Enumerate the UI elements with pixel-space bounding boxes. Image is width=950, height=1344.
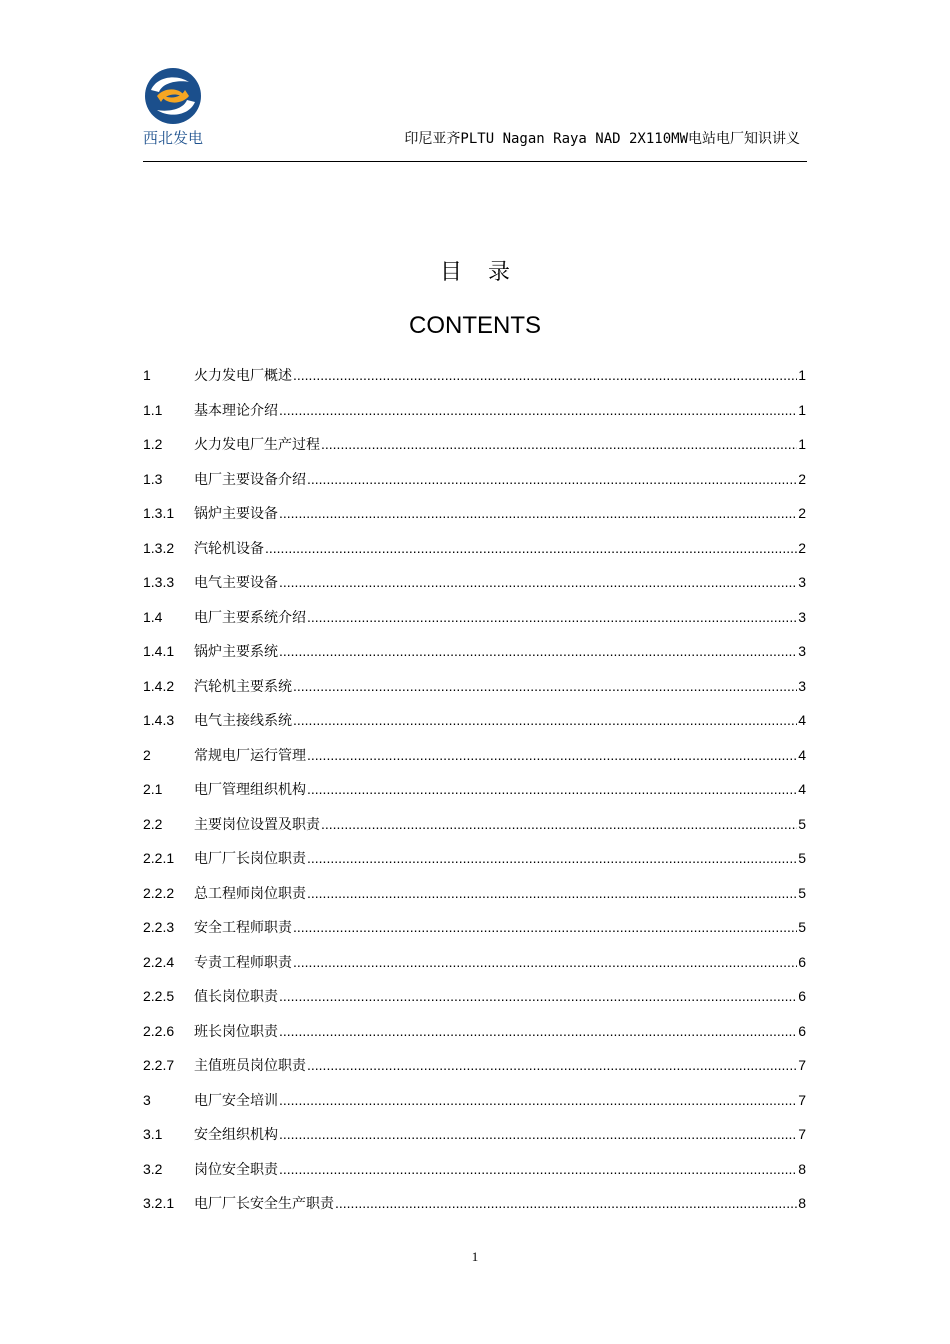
toc-entry-title: 电厂厂长岗位职责 (194, 851, 306, 867)
toc-entry-title: 总工程师岗位职责 (194, 885, 306, 902)
toc-entry[interactable] (143, 1020, 806, 1055)
toc-entry-number: 2.1 (143, 781, 163, 797)
toc-entry[interactable] (143, 571, 806, 606)
toc-entry[interactable] (143, 882, 806, 917)
toc-dot-leader (293, 951, 797, 973)
toc-entry-number: 2 (143, 746, 151, 763)
toc-entry-page: 4 (798, 746, 806, 763)
toc-dot-leader (321, 433, 797, 455)
toc-dot-leader (279, 1158, 797, 1180)
toc-entry[interactable] (143, 502, 806, 537)
toc-entry-number: 2.2.4 (143, 953, 175, 970)
toc-entry[interactable] (143, 813, 806, 848)
toc-entry-title: 主要岗位设置及职责 (194, 816, 320, 833)
page-number: 1 (471, 1249, 479, 1264)
toc-entry-title: 火力发电厂生产过程 (194, 437, 320, 453)
toc-entry[interactable] (143, 778, 806, 813)
toc-entry-number: 2.2.3 (143, 919, 175, 935)
toc-entry-title: 安全工程师职责 (194, 920, 292, 936)
toc-dot-leader (279, 1020, 797, 1042)
toc-entry-title: 电厂厂长安全生产职责 (194, 1196, 334, 1212)
toc-entry-number: 1.3 (143, 470, 163, 487)
toc-dot-leader (279, 399, 797, 421)
toc-entry-page: 6 (798, 988, 806, 1004)
toc-entry[interactable] (143, 537, 806, 572)
toc-entry-number: 3.2.1 (143, 1195, 175, 1211)
toc-dot-leader (293, 364, 797, 386)
toc-entry-number: 2.2.2 (143, 884, 175, 901)
toc-dot-leader (307, 1054, 797, 1076)
toc-entry[interactable] (143, 1192, 806, 1227)
toc-entry[interactable] (143, 744, 806, 779)
toc-dot-leader (279, 640, 797, 662)
toc-entry-number: 2.2 (143, 815, 163, 832)
toc-entry-number: 2.2.1 (143, 850, 175, 866)
header-divider (143, 161, 807, 162)
toc-entry-page: 8 (798, 1195, 806, 1211)
document-header-title: 印尼亚齐PLTU Nagan Raya NAD 2X110MW电站电厂知识讲义 (404, 131, 800, 147)
toc-entry[interactable] (143, 985, 806, 1020)
toc-entry[interactable] (143, 468, 806, 503)
toc-entry-page: 3 (798, 608, 806, 625)
toc-entry-page: 2 (798, 539, 806, 556)
toc-entry-number: 2.2.7 (143, 1057, 175, 1073)
toc-entry-number: 1.4.1 (143, 643, 175, 659)
toc-entry-number: 3.2 (143, 1160, 163, 1177)
toc-entry-title: 火力发电厂概述 (194, 368, 292, 384)
toc-dot-leader (265, 537, 797, 559)
toc-entry-number: 1.4.3 (143, 712, 175, 728)
toc-entry-number: 1.1 (143, 401, 163, 418)
toc-title: 目录 (439, 260, 536, 285)
toc-entry-page: 6 (798, 1022, 806, 1039)
toc-entry[interactable] (143, 1123, 806, 1158)
toc-entry-page: 7 (798, 1126, 806, 1142)
toc-entry-number: 1.3.3 (143, 574, 175, 590)
toc-entry[interactable] (143, 1089, 806, 1124)
toc-entry-number: 3.1 (143, 1126, 163, 1142)
toc-entry-title: 岗位安全职责 (194, 1161, 278, 1178)
toc-entry[interactable] (143, 606, 806, 641)
toc-entry-title: 锅炉主要设备 (194, 506, 278, 522)
toc-entry-number: 2.2.6 (143, 1022, 175, 1039)
toc-entry[interactable] (143, 640, 806, 675)
toc-entry-number: 3 (143, 1091, 151, 1108)
toc-entry[interactable] (143, 1054, 806, 1089)
toc-entry-page: 6 (798, 953, 806, 970)
toc-entry-page: 3 (798, 643, 806, 659)
toc-entry-number: 1.2 (143, 436, 163, 452)
toc-entry[interactable] (143, 951, 806, 986)
toc-entry[interactable] (143, 916, 806, 951)
toc-dot-leader (307, 468, 797, 490)
toc-entry-title: 基本理论介绍 (194, 402, 278, 419)
toc-entry-page: 2 (798, 505, 806, 521)
toc-dot-leader (279, 985, 797, 1007)
toc-entry-title: 主值班员岗位职责 (194, 1058, 306, 1074)
toc-entry-page: 5 (798, 919, 806, 935)
toc-entry-title: 专责工程师职责 (194, 954, 292, 971)
toc-entry-page: 4 (798, 712, 806, 728)
toc-entry-title: 汽轮机主要系统 (194, 678, 292, 695)
toc-entry-page: 5 (798, 850, 806, 866)
toc-dot-leader (307, 847, 797, 869)
toc-entry-title: 电气主要设备 (194, 575, 278, 591)
toc-dot-leader (279, 1089, 797, 1111)
toc-entry-number: 1 (143, 367, 151, 383)
toc-entry[interactable] (143, 709, 806, 744)
toc-dot-leader (279, 1123, 797, 1145)
toc-entry-title: 汽轮机设备 (194, 540, 264, 557)
toc-dot-leader (279, 502, 797, 524)
toc-dot-leader (307, 882, 797, 904)
toc-entry-title: 电气主接线系统 (194, 713, 292, 729)
toc-entry[interactable] (143, 364, 806, 399)
toc-entry-page: 1 (798, 367, 806, 383)
toc-dot-leader (279, 571, 797, 593)
toc-entry-page: 2 (798, 470, 806, 487)
toc-entry-title: 安全组织机构 (194, 1127, 278, 1143)
toc-entry-number: 2.2.5 (143, 988, 175, 1004)
toc-entry-page: 3 (798, 574, 806, 590)
toc-list (143, 364, 806, 1227)
toc-entry-number: 1.3.1 (143, 505, 175, 521)
toc-dot-leader (335, 1192, 797, 1214)
toc-dot-leader (293, 675, 797, 697)
toc-entry[interactable] (143, 675, 806, 710)
company-name: 西北发电 (143, 129, 204, 147)
company-logo (143, 66, 203, 126)
toc-entry[interactable] (143, 847, 806, 882)
toc-entry-title: 常规电厂运行管理 (194, 747, 306, 764)
toc-subtitle: CONTENTS (409, 312, 541, 339)
toc-entry-title: 电厂安全培训 (194, 1092, 278, 1109)
toc-dot-leader (321, 813, 797, 835)
toc-dot-leader (307, 744, 797, 766)
toc-entry-page: 5 (798, 815, 806, 832)
toc-entry-page: 7 (798, 1057, 806, 1073)
toc-entry-page: 8 (798, 1160, 806, 1177)
toc-entry[interactable] (143, 1158, 806, 1193)
toc-entry-page: 5 (798, 884, 806, 901)
toc-entry-number: 1.3.2 (143, 539, 175, 556)
toc-entry[interactable] (143, 399, 806, 434)
toc-entry-title: 电厂主要设备介绍 (194, 471, 306, 488)
toc-entry-title: 班长岗位职责 (194, 1023, 278, 1040)
toc-dot-leader (293, 709, 797, 731)
toc-dot-leader (293, 916, 797, 938)
toc-dot-leader (307, 778, 797, 800)
toc-entry[interactable] (143, 433, 806, 468)
toc-entry-number: 1.4.2 (143, 677, 175, 694)
toc-entry-title: 锅炉主要系统 (194, 644, 278, 660)
toc-entry-page: 7 (798, 1091, 806, 1108)
toc-entry-page: 1 (798, 401, 806, 418)
toc-dot-leader (307, 606, 797, 628)
toc-entry-title: 值长岗位职责 (194, 989, 278, 1005)
toc-entry-page: 4 (798, 781, 806, 797)
toc-entry-page: 1 (798, 436, 806, 452)
toc-entry-number: 1.4 (143, 608, 163, 625)
toc-entry-title: 电厂主要系统介绍 (194, 609, 306, 626)
toc-entry-title: 电厂管理组织机构 (194, 782, 306, 798)
toc-entry-page: 3 (798, 677, 806, 694)
